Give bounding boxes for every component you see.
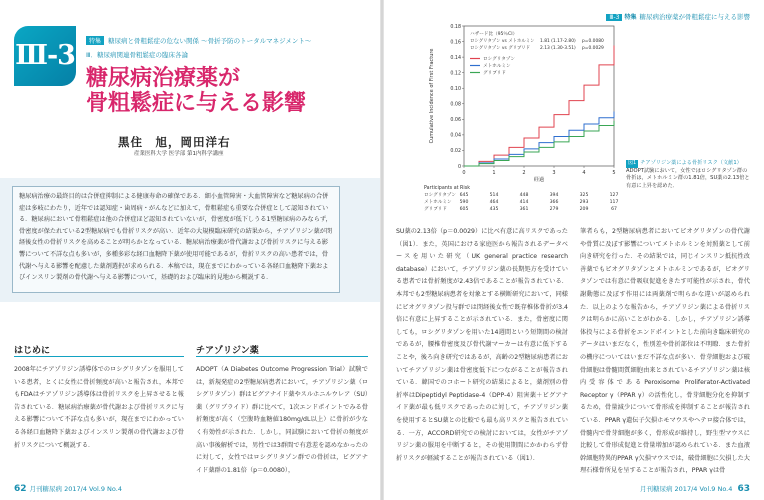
figure-caption — [626, 160, 750, 190]
author-affiliation: 産業医科大学 医学部 第1内科学講座 — [134, 151, 224, 157]
risk-row-value: 325 — [579, 193, 589, 198]
comparison-hr: 1.81 (1.17-2.80) — [540, 39, 576, 44]
y-tick-label: 0.14 — [450, 55, 461, 61]
y-tick-label: 0.18 — [450, 24, 461, 30]
risk-row-value: 605 — [459, 207, 469, 212]
risk-row-value: 590 — [459, 200, 469, 205]
risk-table-heading: Participants at Risk — [424, 186, 470, 191]
comparison-label: ロシグリタゾン vs メトホルミン — [470, 39, 535, 44]
feature-theme-text: 糖尿病と骨粗鬆症の危ない関係 ～骨折予防のトータルマネジメント～ — [108, 37, 312, 45]
x-tick-label: 2 — [522, 170, 526, 176]
heading-rule — [14, 356, 184, 357]
risk-row-name: ロシグリタゾン — [424, 193, 456, 198]
risk-row-value: 414 — [519, 200, 529, 205]
article-title-line-1: 糖尿病治療薬が — [86, 65, 241, 91]
risk-row-value: 361 — [519, 207, 529, 212]
comparison-hr: 2.13 (1.30-3.51) — [540, 46, 576, 51]
legend-entry: グリブリド — [483, 71, 506, 76]
y-tick-label: 0.16 — [450, 40, 461, 46]
risk-row-value: 514 — [489, 193, 499, 198]
x-tick-label: 5 — [612, 170, 616, 176]
y-tick-label: 0.12 — [450, 71, 461, 77]
risk-row-value: 645 — [459, 193, 469, 198]
risk-row-value: 448 — [519, 193, 529, 198]
heading-introduction: はじめに — [14, 346, 51, 356]
right-column-2-text: 筆者らも，2型糖尿病患者においてピオグリタゾンの骨代謝や骨質に及ぼす影響についてメトホルミンを対照薬として前向き研究を行った．その結果では，同じインスリン抵抗性改善薬でもピオグリタゾンとメトホルミンであるが，ピオグリタゾンでは有意に骨吸収促進をきたす可能性が示され，骨代謝動態に及ぼす作用には両薬剤で明らかな違いが認められた．以上のような報告から，チアゾリジン薬による骨折リスクは明らかに高いことがわかる．しかし，チアゾリジン誘導体投与による骨折をエンドポイントとした前向き臨床研究のデータはいまだなく，性別差や骨折部位は不明瞭．また骨折の機序についてはいまだ不詳な点が多い．骨芽細胞および破骨細胞は骨髄間質細胞由来とされているチアゾリジン薬は核内受容体であるPeroxisome Proliferator-Activated Receptor γ（PPAR γ）の活性化し，骨芽細胞分化を抑制するため，骨量減少について骨形成を抑制することが報告されている．PPAR γ遺伝子欠損ホモマウスやヘテロ接合体では，骨髄内で骨芽細胞が多く，骨形成が維持し，野生型マウスに比較して骨形成促進と骨量増加が認められている．また血液幹細胞特異的PPAR γ欠損マウスでは，破骨細胞に欠損した大理石様骨所見を呈することが報告され，PPAR γは骨 — [580, 228, 750, 475]
right-footer — [640, 484, 750, 494]
running-head — [606, 12, 750, 21]
journal-issue: 2017/4 Vol.9 No.4 — [64, 485, 122, 493]
x-tick-label: 3 — [552, 170, 556, 176]
fracture-incidence-chart — [424, 22, 620, 222]
comparison-p: p=0.0029 — [582, 46, 604, 51]
x-axis-label: 経過 — [533, 177, 545, 183]
risk-row-value: 394 — [549, 193, 559, 198]
y-tick-label: 0.10 — [450, 87, 461, 93]
running-head-tag: 特集 — [624, 14, 637, 21]
comparison-label: ロシグリタゾン vs グリブリド — [470, 46, 530, 51]
x-tick-label: 1 — [492, 170, 496, 176]
right-column-1-text: SU薬の2.13倍（p＝0.0029）に比べ有意に高リスクであった（図1）．また，英国における家庭医から報告されるデータベースを用いた研究（UK general practice research database）において，チアゾリジン薬の長期処方を受けている患者では骨折頻度が2.43倍であることが報告されている．本邦でも2型糖尿病患者を対象とする横断研究において，同様にピオグリタゾン投与群では閉経後女性で既存椎体骨折が3.4倍に有意に上昇することが示されている．また，骨密度に関しても，ロシグリタゾンを用いた14週間という短期間の検討であるが，腰椎骨密度及び骨代謝マーカーは有意に低下することや，後ろ向き研究ではあるが，高齢の2型糖尿病患者においてチアゾリジン薬は骨密度低下につながることが報告されている．韓国でのコホート研究の結果によると，薬剤別の骨折率はDipeptidyl Peptidase-4（DPP-4）阻害薬＋ビグアナイド薬が最も低リスクであったのに対して，チアゾリジン薬を使用するとSU薬との比較でも最も高リスクと報告されている．一方，ACCORD研究での検討においては，女性がチアゾリジン薬の服用を中断すると，その使用期間にかかわらず骨折リスクが軽減することが報告されている（図1）． — [396, 228, 568, 462]
risk-row-value: 366 — [549, 200, 559, 205]
journal-name: 月刊糖尿病 — [639, 485, 673, 493]
abstract-text: 糖尿病治療の最終目的は合併症抑制による健康寿命の確保である．細小血管障害・大血管障害など糖尿病の合併症は多岐にわたり，近年では認知症・歯周病・がんなどに加えて，骨粗鬆症も重要な合併症として認知されている．糖尿病において骨粗鬆症は他の合併症ほど認知されていないが，骨密度が低下しうる1型糖尿病のみならず，骨密度が保たれている2型糖尿病でも骨折リスクが高い．近年の大規模臨床研究の結果から，チアゾリジン薬が閉経後女性の骨折リスクを高めることが明らかとなっている．糖尿病治療薬が骨代謝および骨折リスクに与える影響について不詳な点も多いが，多種多彩な経口血糖降下薬が使用可能であるが，骨折リスクの高い患者では，骨代謝へ与える影響を配慮した薬剤選択が求められる．本稿では，現在までにわかっている各経口血糖降下薬およびインスリン製剤の骨代謝へ与える影響について，基礎的および臨床的見地から概説する． — [12, 186, 340, 293]
page-number: 62 — [14, 484, 27, 494]
right-page — [382, 0, 764, 500]
risk-row-value: 127 — [609, 193, 619, 198]
abstract-panel — [0, 178, 380, 302]
risk-row-value: 435 — [489, 207, 499, 212]
x-tick-label: 4 — [582, 170, 586, 176]
page-number: 63 — [737, 484, 750, 494]
left-footer — [14, 484, 122, 494]
risk-row-value: 209 — [579, 207, 589, 212]
article-title — [86, 66, 306, 116]
legend-entry: ロシグリタゾン — [483, 57, 515, 62]
journal-name: 月刊糖尿病 — [29, 485, 63, 493]
heading-thiazolidine: チアゾリジン薬 — [196, 346, 259, 356]
risk-row-value: 293 — [579, 200, 589, 205]
article-title-line-2: 骨粗鬆症に与える影響 — [86, 90, 307, 116]
risk-row-name: メトホルミン — [424, 200, 452, 205]
feature-theme — [86, 36, 311, 45]
risk-row-value: 279 — [549, 207, 559, 212]
risk-row-name: グリブリド — [424, 207, 447, 212]
risk-row-value: 117 — [609, 200, 619, 205]
figure-title: チアゾリジン薬による骨折リスク（文献1） — [640, 160, 742, 166]
section-number-badge: Ⅲ-3 — [14, 26, 76, 86]
journal-issue: 2017/4 Vol.9 No.4 — [674, 485, 733, 493]
comparison-p: p=0.0080 — [582, 39, 604, 44]
running-head-title: 糖尿病治療薬が骨粗鬆症に与える影響 — [639, 13, 750, 21]
thiazolidine-text: ADOPT（A Diabetes Outcome Progression Trial）試験では，新規発症の2型糖尿病患者において，チアゾリジン薬（ロシグリタゾン）群はビグアナイド薬やスルホニルウレア（SU）薬（グリブライド）群に比べて，1次エンドポイントでみる骨折頻度が高く（空腹時血糖値180mg/dL以上）に骨折が少なく有効性が示された．しかし，同試験において骨折の頻度が高い事後解析では，男性では3群間で有意差を認めなかったのに対して，女性ではロシグリタゾン群での骨折は，ビグアナイド薬群の1.81倍（p＝0.0080）， — [196, 366, 368, 474]
heading-rule — [196, 356, 368, 357]
y-tick-label: 0 — [457, 164, 461, 170]
author-names: 黒住 旭，岡田洋右 — [118, 135, 231, 149]
subsection-title: Ⅲ．糖尿病関連骨粗鬆症の臨床各論 — [86, 51, 188, 59]
y-tick-label: 0.04 — [450, 133, 461, 139]
y-tick-label: 0.02 — [450, 149, 461, 155]
y-tick-label: 0.06 — [450, 118, 461, 124]
running-head-number: Ⅲ-3 — [606, 14, 622, 21]
risk-row-value: 67 — [611, 207, 617, 212]
feature-tag: 特集 — [86, 36, 104, 45]
risk-row-value: 464 — [489, 200, 499, 205]
figure-badge: 図1 — [628, 160, 637, 166]
x-tick-label: 0 — [462, 170, 466, 176]
legend-entry: メトホルミン — [483, 64, 511, 69]
y-axis-label: Cumulative Incidence of First Fracture — [429, 48, 435, 144]
introduction-text: 2008年にチアゾリジン誘導体でのロシグリタゾンを服用している患者，とくに女性に骨折頻度が高いと報告され，本邦でもFDAはチアゾリジン誘導体は骨折リスクを上昇させると報告されている．糖尿病治療薬が骨代謝および骨折リスクに与える影響について不詳な点も多いが，現在までにわかっている各経口血糖降下薬およびインスリン製剤の骨代謝および骨折リスクについて概説する． — [14, 366, 184, 449]
y-tick-label: 0.08 — [450, 102, 461, 108]
figure-caption-text: ADOPT試験において，女性ではロシグリタゾン群の骨折は，メトホルミン群の1.81倍，SU薬の2.13倍と有意に上昇を認めた． — [626, 167, 750, 189]
legend-heading: ハザード比（95％CI） — [470, 32, 518, 37]
